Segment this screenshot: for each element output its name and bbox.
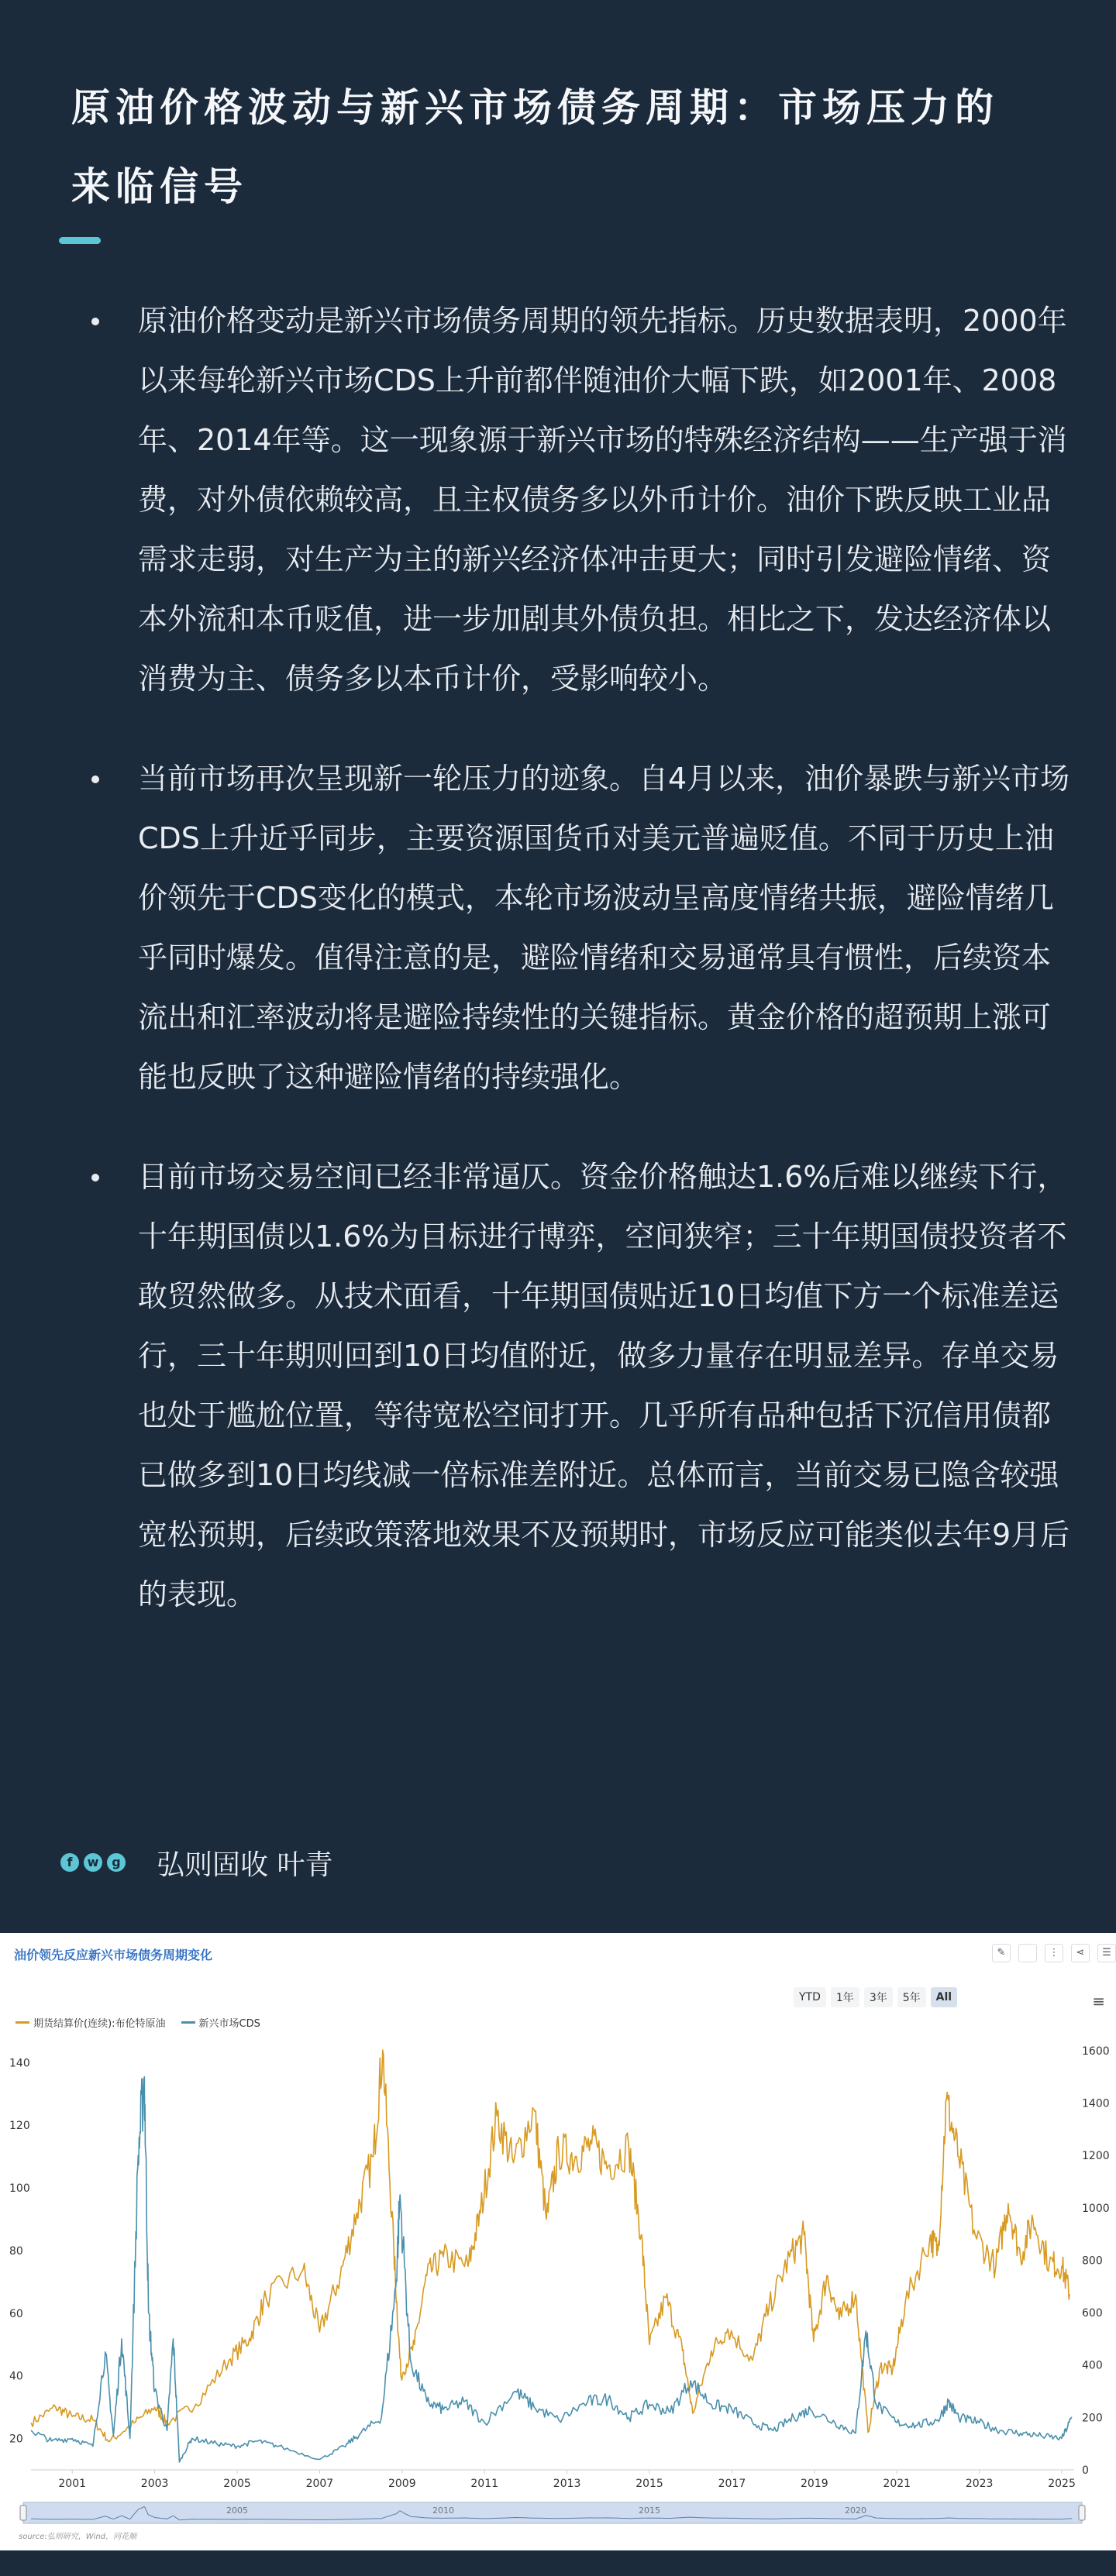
series-line-oil [31,2050,1070,2441]
x-tick-label: 2003 [140,2478,169,2490]
y-left-tick-label: 100 [9,2182,30,2196]
blank-icon[interactable] [1018,1944,1037,1962]
navigator-tick-label: 2015 [639,2505,661,2516]
x-tick-label: 2019 [801,2478,828,2490]
navigator-tick-label: 2005 [226,2505,249,2516]
x-tick-label: 2011 [470,2478,499,2490]
bullet-list [0,291,1116,1665]
y-left-tick-label: 120 [9,2120,30,2133]
range-button-1y[interactable]: 1年 [831,1987,859,2007]
author-name: 弘则固收 叶青 [157,1849,333,1881]
x-tick-label: 2017 [718,2478,746,2490]
y-right-tick-label: 1600 [1082,2045,1110,2058]
legend-swatch-cds [181,2021,195,2024]
y-right-tick-label: 0 [1082,2464,1089,2477]
y-left-tick-label: 140 [9,2057,30,2070]
bullet-dot [91,318,99,325]
bullet-item [0,1147,1116,1625]
y-left-tick-label: 20 [9,2433,23,2446]
bullet-text: 目前市场交易空间已经非常逼仄。资金价格触达1.6%后难以继续下行，十年期国债以1.6%为目标进行博弈，空间狭窄；三十年期国债投资者不敢贸然做多。从技术面看，十年期国债贴近10日均值下方一个标准差运行，三十年期则回到10日均值附近，做多力量存在明显差异。存单交易也处于尴尬位置，等待宽松空间打开。几乎所有品种包括下沉信用债都已做多到10日均线减一倍标准差附近。总体而言，当前交易已隐含较强宽松预期，后续政策落地效果不及预期时，市场反应可能类似去年9月后的表现。 [138,1160,1070,1611]
chart-source: source:弘则研究，Wind，同花顺 [19,2533,137,2541]
chart-panel [0,1933,1116,2550]
edit-icon[interactable]: ✎ [992,1944,1011,1962]
bullet-dot [91,776,99,783]
share-icons [60,1853,126,1872]
y-right-tick-label: 1400 [1082,2097,1110,2110]
article-title: 原油价格波动与新兴市场债务周期：市场压力的来临信号 [71,85,999,209]
x-tick-label: 2013 [553,2478,581,2490]
wechat-icon[interactable]: w [84,1853,102,1872]
title-accent-bar [59,237,101,244]
range-button-5y[interactable]: 5年 [897,1987,926,2007]
legend-label-oil: 期货结算价(连续):布伦特原油 [33,2018,166,2030]
y-right-tick-label: 1000 [1082,2202,1110,2215]
y-right-tick-label: 800 [1082,2254,1103,2268]
x-tick-label: 2005 [223,2478,251,2490]
share-icon[interactable]: f [60,1853,79,1872]
x-tick-label: 2023 [965,2478,994,2490]
chart-legend [16,2015,260,2030]
bullet-item [0,291,1116,709]
bullet-text: 当前市场再次呈现新一轮压力的迹象。自4月以来，油价暴跌与新兴市场CDS上升近乎同步，主要资源国货币对美元普遍贬值。不同于历史上油价领先于CDS变化的模式，本轮市场波动呈高度情绪共振，避险情绪几乎同时爆发。值得注意的是，避险情绪和交易通常具有惯性，后续资本流出和汇率波动将是避险持续性的关键指标。黄金价格的超预期上涨可能也反映了这种避险情绪的持续强化。 [138,762,1070,1094]
list-icon[interactable]: ☰ [1097,1944,1116,1962]
chart-title: 油价领先反应新兴市场债务周期变化 [14,1948,213,1962]
navigator-handle-left [20,2505,26,2520]
y-left-tick-label: 40 [9,2370,23,2383]
x-tick-label: 2015 [636,2478,663,2490]
legend-label-cds: 新兴市场CDS [198,2018,260,2030]
y-left-tick-label: 60 [9,2307,23,2320]
y-right-tick-label: 200 [1082,2412,1103,2425]
range-button-all[interactable]: All [931,1987,957,2007]
bullet-item [0,749,1116,1107]
chart-toolbar [992,1944,1116,1962]
x-tick-label: 2009 [388,2478,416,2490]
range-button-3y[interactable]: 3年 [864,1987,893,2007]
y-left-tick-label: 80 [9,2244,23,2258]
bottom-strip [0,2550,1116,2576]
legend-item-cds[interactable] [181,2015,260,2030]
navigator-tick-label: 2020 [845,2505,867,2516]
y-right-tick-label: 1200 [1082,2150,1110,2163]
more-icon[interactable]: ⋮ [1045,1944,1063,1962]
bullet-dot [91,1174,99,1181]
y-right-tick-label: 400 [1082,2359,1103,2372]
bullet-text: 原油价格变动是新兴市场债务周期的领先指标。历史数据表明，2000年以来每轮新兴市场CDS上升前都伴随油价大幅下跌，如2001年、2008年、2014年等。这一现象源于新兴市场的特殊经济结构——生产强于消费，对外债依赖较高，且主权债务多以外币计价。油价下跌反映工业品需求走弱，对生产为主的新兴经济体冲击更大；同时引发避险情绪、资本外流和本币贬值，进一步加剧其外债负担。相比之下，发达经济体以消费为主、债务多以本币计价，受影响较小。 [138,304,1067,696]
y-right-tick-label: 600 [1082,2307,1103,2320]
share-icon[interactable]: ⋖ [1071,1944,1090,1962]
link-icon[interactable]: g [107,1853,126,1872]
x-tick-label: 2007 [305,2478,334,2490]
range-button-ytd[interactable]: YTD [794,1987,826,2007]
hamburger-menu-icon[interactable]: ≡ [1092,1992,1105,2010]
navigator-window [23,2502,1082,2523]
navigator-tick-label: 2010 [432,2505,455,2516]
legend-item-oil[interactable] [16,2015,166,2030]
range-selector [794,1987,957,2007]
x-tick-label: 2001 [58,2478,87,2490]
legend-swatch-oil [16,2021,29,2024]
x-tick-label: 2025 [1048,2478,1076,2490]
x-tick-label: 2021 [883,2478,911,2490]
series-line-cds [31,2077,1072,2462]
navigator-handle-right [1079,2505,1085,2520]
author-line [60,1839,332,1886]
